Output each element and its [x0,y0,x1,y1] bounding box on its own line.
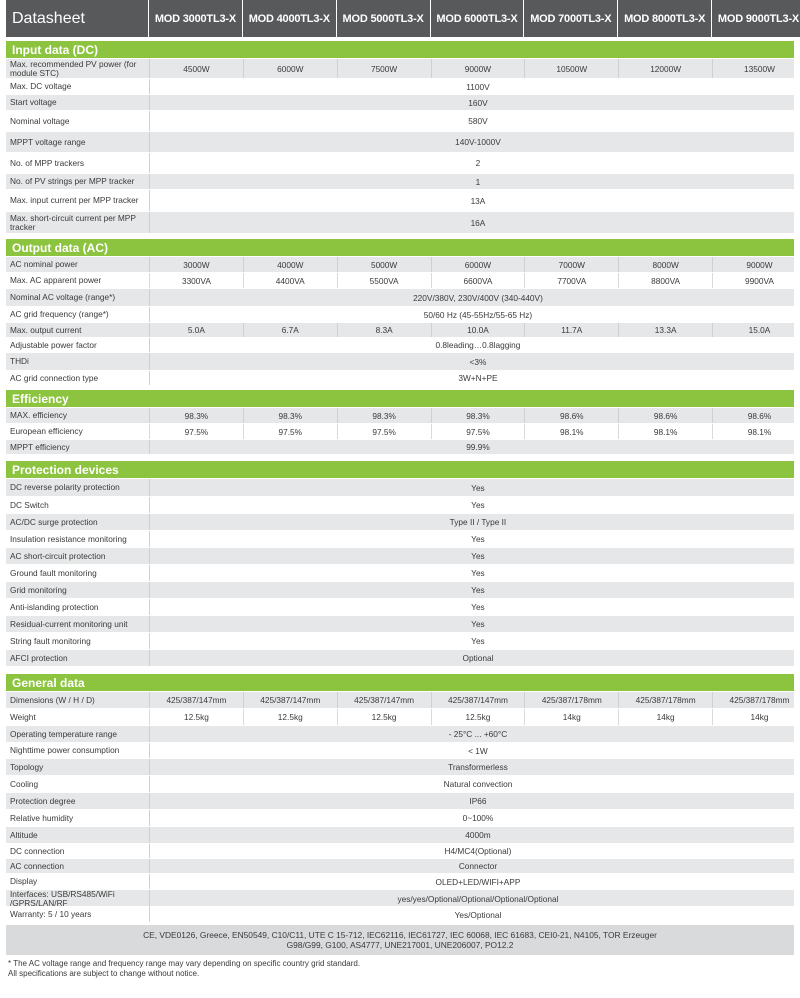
row-label: No. of MPP trackers [10,157,85,168]
row-label: Relative humidity [10,812,74,823]
row-value-shared: 2 [149,153,800,173]
row-label: MPPT voltage range [10,136,86,147]
table-row [6,742,794,758]
row-label: THDi [10,356,29,367]
table-row [6,691,794,708]
section-title-protection: Protection devices [6,461,794,478]
row-label: Adjustable power factor [10,339,97,350]
row-value: 425/387/178mm [618,692,712,708]
datasheet-header [6,0,800,37]
row-label: Max. short-circuit current per MPP tracker [10,213,136,232]
table-row [6,615,794,632]
row-value: 4000W [243,257,337,272]
model-header: MOD 7000TL3-X [524,0,618,37]
row-label: AFCI protection [10,652,68,663]
row-value: 425/387/147mm [243,692,337,708]
row-value: 97.5% [149,424,243,439]
row-value-shared: 1100V [149,79,800,94]
table-row [6,337,794,352]
row-value: 98.6% [524,408,618,423]
certifications-line: CE, VDE0126, Greece, EN50549, C10/C11, UTE C 15-712, IEC62116, IEC61727, IEC 60068, IEC 61683, CEI0-21, N4105, TOR Erzeuger [143,930,657,940]
row-value: 4500W [149,59,243,78]
row-value-shared: < 1W [149,743,800,758]
row-value: 425/387/178mm [524,692,618,708]
row-label: Dimensions (W / H / D) [10,694,95,705]
table-row [6,94,794,110]
row-label: Interfaces: USB/RS485/WiFi /GPRS/LAN/RF [10,889,115,908]
footnotes [8,959,800,979]
row-value-shared: Yes/Optional [149,907,800,922]
row-label: Nighttime power consumption [10,745,120,756]
row-value: 12.5kg [149,709,243,725]
table-row [6,152,794,173]
table-row [6,564,794,581]
row-label: AC short-circuit protection [10,550,106,561]
row-value: 14kg [618,709,712,725]
row-value-shared: Yes [149,565,800,581]
row-value: 6000W [243,59,337,78]
table-row [6,632,794,649]
row-value-shared: Type II / Type II [149,514,800,530]
row-value-shared: Optional [149,650,800,666]
row-value: 98.6% [712,408,800,423]
row-value: 6000W [431,257,525,272]
row-value: 13.3A [618,323,712,337]
row-value-shared: OLED+LED/WIFI+APP [149,874,800,889]
table-row [6,530,794,547]
row-label: AC grid frequency (range*) [10,309,109,320]
table-row [6,370,794,385]
table-row [6,906,794,922]
row-value: 12.5kg [431,709,525,725]
row-label: Altitude [10,829,38,840]
table-row [6,322,794,337]
row-value: 8000W [618,257,712,272]
table-row [6,649,794,666]
footnote-line: All specifications are subject to change without notice. [8,969,200,978]
row-value: 8.3A [337,323,431,337]
table-row [6,256,794,272]
row-label: Max. output current [10,324,82,335]
row-label: Start voltage [10,97,57,108]
section-title-input: Input data (DC) [6,41,794,58]
model-header: MOD 4000TL3-X [243,0,337,37]
row-value-shared: 4000m [149,827,800,843]
row-value-shared: 3W+N+PE [149,371,800,385]
row-value: 12000W [618,59,712,78]
model-header: MOD 8000TL3-X [618,0,712,37]
row-value-shared: 160V [149,95,800,110]
row-value-shared: Yes [149,599,800,615]
row-label: String fault monitoring [10,635,91,646]
row-value-shared: 99.9% [149,440,800,454]
row-label: European efficiency [10,426,83,437]
row-label: Nominal voltage [10,115,70,126]
row-value-shared: 140V-1000V [149,132,800,152]
datasheet-body [0,41,800,922]
table-row [6,889,794,906]
row-value: 13500W [712,59,800,78]
table-row [6,423,794,439]
table-row [6,598,794,615]
row-value: 5.0A [149,323,243,337]
row-value-shared: Yes [149,582,800,598]
row-label: Max. DC voltage [10,81,72,92]
row-label: AC nominal power [10,259,78,270]
table-row [6,78,794,94]
row-label: DC connection [10,845,65,856]
row-label: Topology [10,761,44,772]
row-value: 4400VA [243,273,337,288]
certifications [6,925,794,955]
model-header: MOD 3000TL3-X [149,0,243,37]
row-value-shared: IP66 [149,793,800,809]
row-label: AC connection [10,860,64,871]
table-row [6,858,794,873]
row-value: 3300VA [149,273,243,288]
row-value: 5000W [337,257,431,272]
model-header: MOD 5000TL3-X [337,0,431,37]
row-label: Nominal AC voltage (range*) [10,292,116,303]
row-value-shared: Yes [149,531,800,547]
table-row [6,826,794,843]
row-value-shared: 0.8leading…0.8lagging [149,338,800,352]
table-row [6,725,794,742]
row-label: MAX. efficiency [10,410,68,421]
row-label: DC reverse polarity protection [10,482,120,493]
row-value: 425/387/147mm [337,692,431,708]
row-label: MPPT efficiency [10,441,70,452]
table-row [6,288,794,306]
row-value-shared: 50/60 Hz (45-55Hz/55-65 Hz) [149,307,800,322]
row-value-shared: Yes [149,479,800,496]
table-row [6,843,794,858]
row-label: No. of PV strings per MPP tracker [10,176,135,187]
row-value: 15.0A [712,323,800,337]
table-row [6,131,794,152]
row-value: 6600VA [431,273,525,288]
table-row [6,189,794,211]
table-row [6,58,794,78]
row-value-shared: 220V/380V, 230V/400V (340-440V) [149,289,800,306]
row-value: 7700VA [524,273,618,288]
row-value: 10.0A [431,323,525,337]
row-value: 9000W [712,257,800,272]
table-row [6,809,794,826]
row-label: Weight [10,711,36,722]
table-row [6,792,794,809]
table-row [6,547,794,564]
table-row [6,758,794,775]
row-label: Warranty: 5 / 10 years [10,909,92,920]
row-value: 10500W [524,59,618,78]
row-value: 11.7A [524,323,618,337]
row-value-shared: Transformerless [149,759,800,775]
model-header: MOD 6000TL3-X [431,0,525,37]
model-header: MOD 9000TL3-X [712,0,800,37]
row-label: Max. AC apparent power [10,275,102,286]
row-value: 9000W [431,59,525,78]
row-value-shared: 13A [149,190,800,211]
footnote-line: * The AC voltage range and frequency range may vary depending on specific country grid standard. [8,959,361,968]
row-label: DC Switch [10,499,49,510]
row-value: 98.1% [524,424,618,439]
table-row [6,581,794,598]
row-value: 97.5% [431,424,525,439]
row-value: 12.5kg [337,709,431,725]
row-label: Protection degree [10,795,76,806]
table-row [6,873,794,889]
row-value: 98.1% [712,424,800,439]
row-value-shared: 0~100% [149,810,800,826]
row-value: 97.5% [243,424,337,439]
table-row [6,513,794,530]
row-value: 98.3% [149,408,243,423]
row-value: 9900VA [712,273,800,288]
section-title-general: General data [6,674,794,691]
row-value: 98.1% [618,424,712,439]
row-value: 98.3% [337,408,431,423]
row-value-shared: Yes [149,548,800,564]
row-label: Ground fault monitoring [10,567,97,578]
table-row [6,478,794,496]
row-value-shared: Yes [149,633,800,649]
row-value-shared: Yes [149,497,800,513]
table-row [6,496,794,513]
table-row [6,439,794,454]
row-value-shared: <3% [149,353,800,370]
row-value: 425/387/147mm [149,692,243,708]
row-value: 5500VA [337,273,431,288]
row-label: AC/DC surge protection [10,516,98,527]
table-row [6,272,794,288]
row-value: 6.7A [243,323,337,337]
table-row [6,211,794,233]
row-value-shared: Yes [149,616,800,632]
table-row [6,407,794,423]
section-title-efficiency: Efficiency [6,390,794,407]
row-label: Cooling [10,778,39,789]
row-value-shared: Connector [149,859,800,873]
row-label: Operating temperature range [10,728,118,739]
table-row [6,110,794,131]
table-row [6,306,794,322]
row-value-shared: - 25°C ... +60°C [149,726,800,742]
row-label: AC grid connection type [10,372,99,383]
row-value: 98.3% [243,408,337,423]
row-value: 12.5kg [243,709,337,725]
row-value-shared: H4/MC4(Optional) [149,844,800,858]
table-row [6,173,794,189]
datasheet-title: Datasheet [6,0,149,37]
row-label: Residual-current monitoring unit [10,618,128,629]
row-value-shared: 16A [149,212,800,233]
row-value: 7000W [524,257,618,272]
row-value: 8800VA [618,273,712,288]
table-row [6,352,794,370]
row-value-shared: Natural convection [149,776,800,792]
row-value: 98.6% [618,408,712,423]
row-label: Anti-islanding protection [10,601,99,612]
row-value-shared: yes/yes/Optional/Optional/Optional/Optional [149,890,800,907]
row-value: 7500W [337,59,431,78]
row-value: 14kg [712,709,800,725]
row-label: Display [10,876,38,887]
row-value: 425/387/178mm [712,692,800,708]
row-label: Insulation resistance monitoring [10,533,127,544]
row-label: Max. input current per MPP tracker [10,195,139,206]
row-value: 425/387/147mm [431,692,525,708]
row-label: Max. recommended PV power (for module STC) [10,59,137,78]
row-value: 98.3% [431,408,525,423]
section-title-output: Output data (AC) [6,239,794,256]
row-label: Grid monitoring [10,584,67,595]
row-value-shared: 580V [149,111,800,131]
row-value: 14kg [524,709,618,725]
row-value: 97.5% [337,424,431,439]
table-row [6,708,794,725]
table-row [6,775,794,792]
row-value: 3000W [149,257,243,272]
row-value-shared: 1 [149,174,800,189]
certifications-line: G98/G99, G100, AS4777, UNE217001, UNE206007, PO12.2 [286,940,514,950]
